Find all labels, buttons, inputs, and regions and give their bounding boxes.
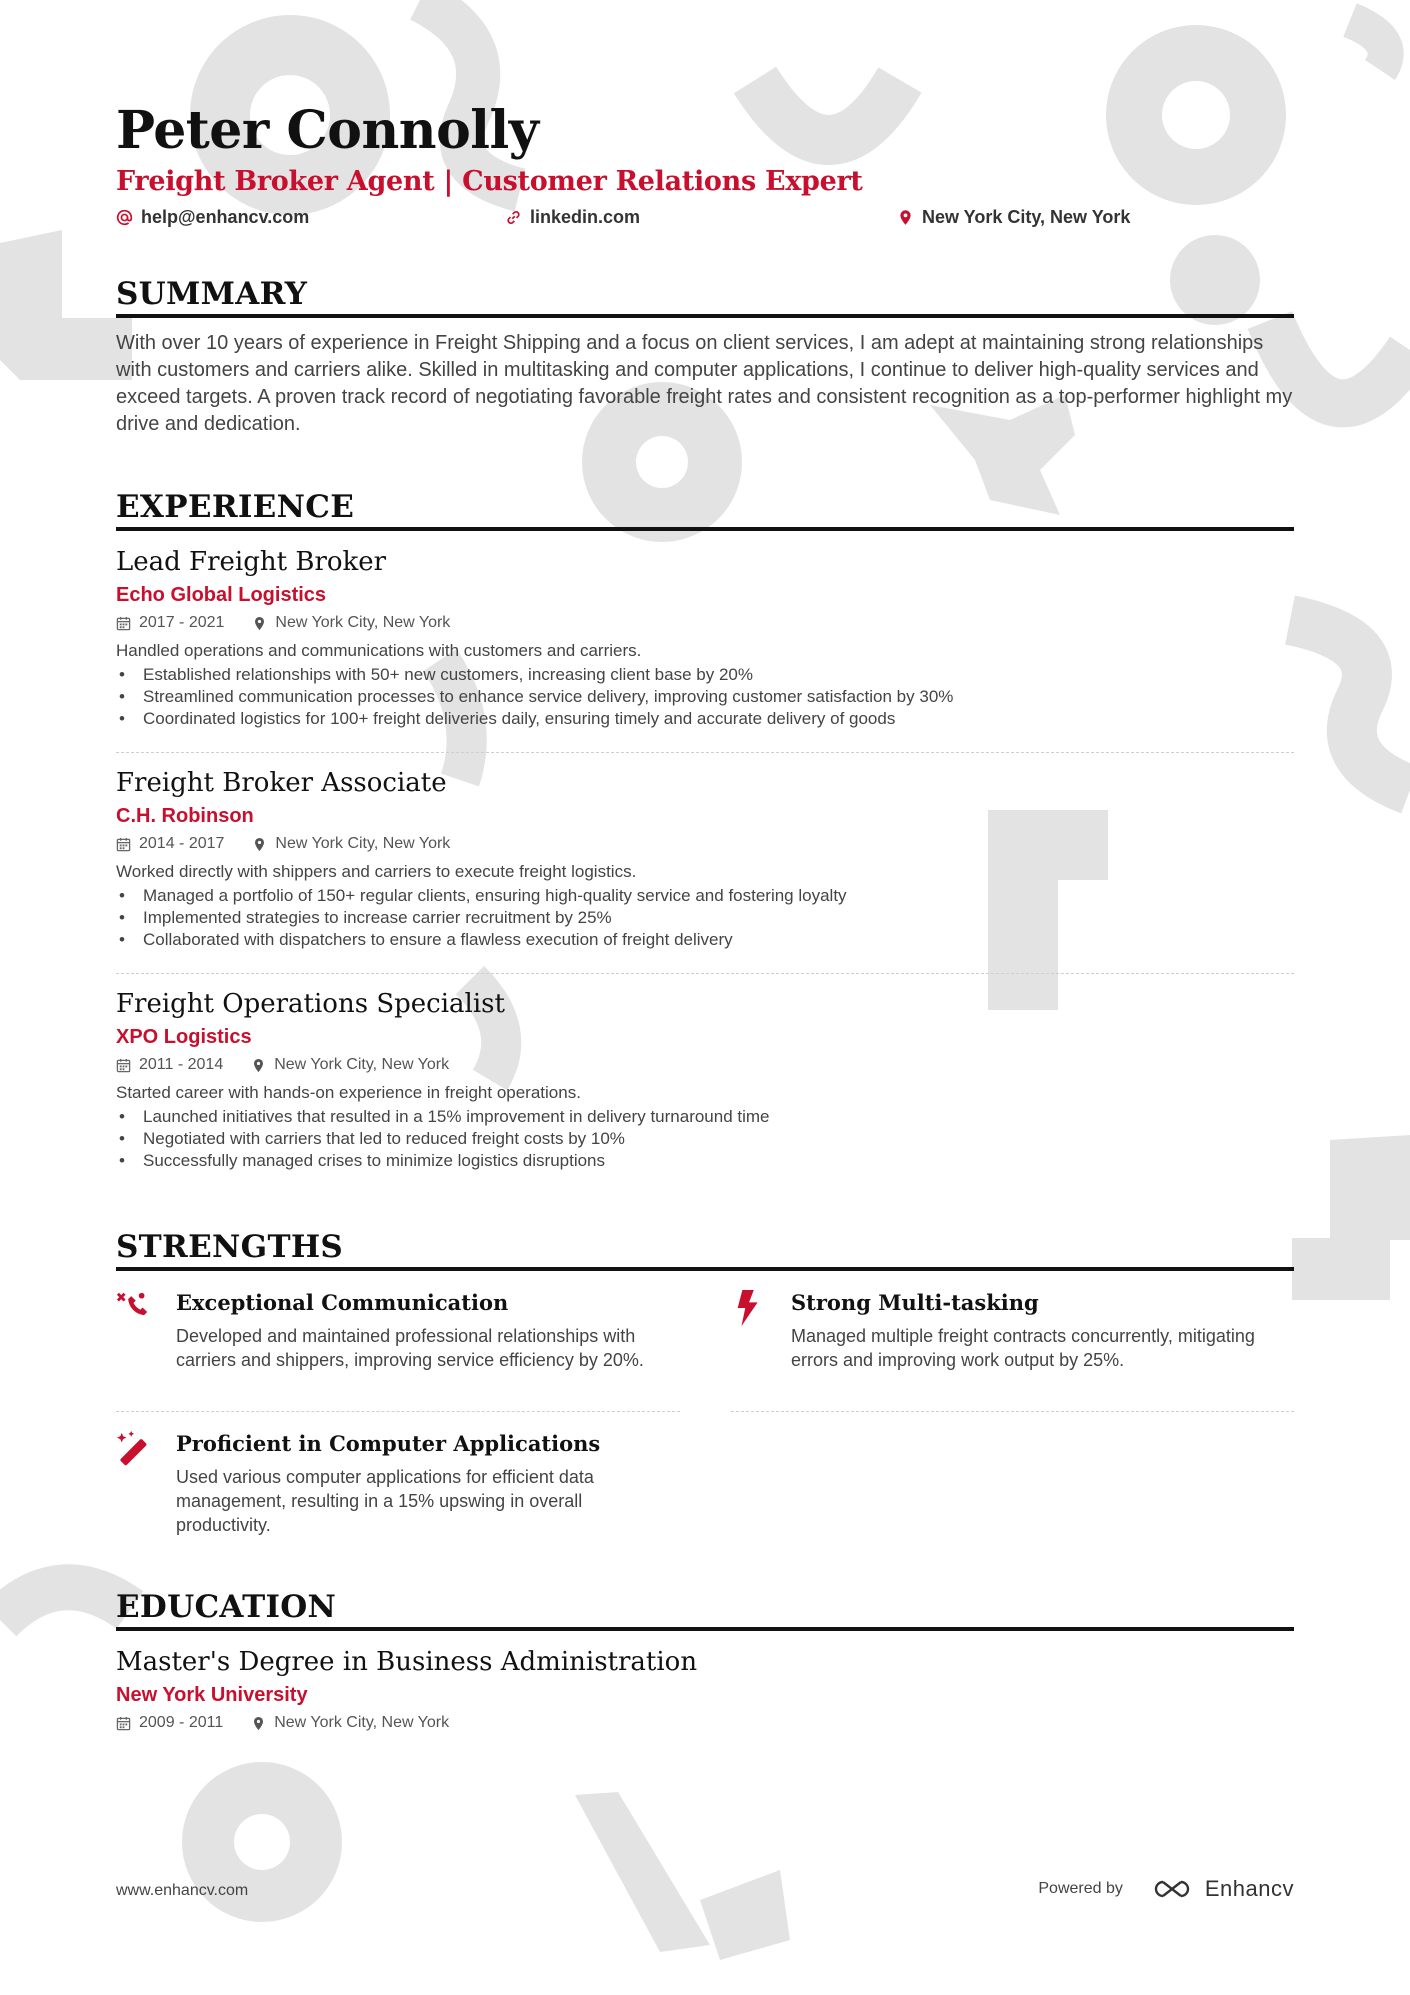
experience-heading: EXPERIENCE — [116, 487, 1294, 531]
education-dates-text: 2009 - 2011 — [139, 1714, 224, 1731]
map-pin-icon — [897, 209, 914, 226]
strength-title: Strong Multi-tasking — [791, 1290, 1039, 1315]
job-bullet: • Streamlined communication processes to enhance service delivery, improving customer satisfaction by 30% — [116, 686, 1294, 708]
degree-title: Master's Degree in Business Administration — [116, 1647, 698, 1677]
job-meta — [116, 831, 1294, 857]
job-bullet: • Coordinated logistics for 100+ freight deliveries daily, ensuring timely and accurate delivery of goods — [116, 708, 1294, 730]
contact-linkedin[interactable] — [505, 207, 640, 228]
education-location-text: New York City, New York — [274, 1714, 450, 1731]
strength-description: Developed and maintained professional relationships with carriers and shippers, improving service efficiency by 20%. — [176, 1326, 644, 1370]
job-description: Handled operations and communications with customers and carriers. — [116, 641, 642, 660]
location-text: New York City, New York — [922, 207, 1131, 227]
job-title: Freight Operations Specialist — [116, 989, 505, 1019]
brand-name: Enhancv — [1204, 1876, 1294, 1901]
enhancv-logo[interactable] — [1149, 1876, 1294, 1902]
section-divider — [731, 1411, 1294, 1412]
summary-heading: SUMMARY — [116, 274, 1294, 318]
map-pin-icon — [252, 837, 267, 852]
email-text: help@enhancv.com — [141, 207, 310, 227]
section-divider — [116, 973, 1294, 974]
job-company: C.H. Robinson — [116, 805, 254, 827]
school-name: New York University — [116, 1684, 308, 1706]
job-bullets — [116, 885, 1294, 951]
strength-title: Exceptional Communication — [176, 1290, 509, 1315]
strengths-heading: STRENGTHS — [116, 1227, 1294, 1271]
experience-entry — [116, 986, 1294, 1172]
contact-bar — [116, 207, 1294, 233]
education-meta — [116, 1710, 1294, 1736]
job-bullet: • Collaborated with dispatchers to ensure a flawless execution of freight delivery — [116, 929, 1294, 951]
job-dates — [116, 614, 224, 632]
education-heading: EDUCATION — [116, 1587, 1294, 1631]
contact-email[interactable] — [116, 207, 309, 228]
summary-text: With over 10 years of experience in Freight Shipping and a focus on client services, I am adept at maintaining strong relationships with customers and carriers alike. Skilled in multitasking and computer applications, I continue to deliver high-quality services and exceed targets. A proven track record of negotiating favorable freight rates and consistent recognition as a top-performer highlight my drive and dedication. — [116, 332, 1293, 435]
at-icon — [116, 209, 133, 226]
strength-description: Managed multiple freight contracts concurrently, mitigating errors and improving work output by 25%. — [791, 1326, 1255, 1370]
footer-website[interactable]: www.enhancv.com — [116, 1882, 249, 1899]
magic-wand-icon — [116, 1431, 154, 1469]
contact-location — [897, 207, 1130, 228]
job-location — [252, 614, 450, 632]
job-dates — [116, 1056, 223, 1074]
job-title: Lead Freight Broker — [116, 547, 387, 577]
job-company: Echo Global Logistics — [116, 584, 327, 606]
map-pin-icon — [251, 1058, 266, 1073]
job-description: Started career with hands-on experience in freight operations. — [116, 1083, 581, 1102]
powered-by-label: Powered by — [1038, 1880, 1123, 1897]
job-bullets — [116, 664, 1294, 730]
calendar-icon — [116, 1058, 131, 1073]
job-location-text: New York City, New York — [274, 1056, 450, 1073]
job-dates-text: 2011 - 2014 — [139, 1056, 224, 1073]
job-company: XPO Logistics — [116, 1026, 252, 1048]
candidate-headline: Freight Broker Agent | Customer Relations Expert — [116, 166, 863, 197]
telephone-icon — [116, 1290, 154, 1328]
footer-branding — [1038, 1876, 1294, 1902]
section-divider — [116, 1411, 680, 1412]
candidate-name: Peter Connolly — [116, 100, 539, 161]
job-dates-text: 2014 - 2017 — [139, 835, 225, 852]
job-meta — [116, 1052, 1294, 1078]
job-dates — [116, 835, 224, 853]
job-bullet: • Negotiated with carriers that led to reduced freight costs by 10% — [116, 1128, 1294, 1150]
calendar-icon — [116, 837, 131, 852]
section-divider — [116, 752, 1294, 753]
job-location-text: New York City, New York — [275, 614, 451, 631]
job-dates-text: 2017 - 2021 — [139, 614, 225, 631]
job-location-text: New York City, New York — [275, 835, 451, 852]
enhancv-logo-icon — [1149, 1878, 1195, 1900]
resume-page — [116, 0, 1294, 1995]
calendar-icon — [116, 616, 131, 631]
strength-description: Used various computer applications for efficient data management, resulting in a 15% upswing in overall productivity. — [176, 1467, 594, 1535]
link-icon — [505, 209, 522, 226]
job-bullet: • Established relationships with 50+ new customers, increasing client base by 20% — [116, 664, 1294, 686]
job-description: Worked directly with shippers and carriers to execute freight logistics. — [116, 862, 637, 881]
strength-title: Proficient in Computer Applications — [176, 1431, 601, 1456]
linkedin-text: linkedin.com — [530, 207, 641, 227]
job-bullet: • Implemented strategies to increase carrier recruitment by 25% — [116, 907, 1294, 929]
job-title: Freight Broker Associate — [116, 768, 447, 798]
calendar-icon — [116, 1716, 131, 1731]
job-location — [251, 1056, 449, 1074]
map-pin-icon — [251, 1716, 266, 1731]
map-pin-icon — [252, 616, 267, 631]
lightning-bolt-icon — [731, 1290, 769, 1328]
job-bullet: • Successfully managed crises to minimize logistics disruptions — [116, 1150, 1294, 1172]
job-bullet: • Managed a portfolio of 150+ regular clients, ensuring high-quality service and fostering loyalty — [116, 885, 1294, 907]
education-location — [251, 1714, 449, 1732]
job-location — [252, 835, 450, 853]
job-meta — [116, 610, 1294, 636]
job-bullet: • Launched initiatives that resulted in a 15% improvement in delivery turnaround time — [116, 1106, 1294, 1128]
experience-entry — [116, 765, 1294, 951]
experience-entry — [116, 544, 1294, 730]
job-bullets — [116, 1106, 1294, 1172]
education-entry — [116, 1644, 1294, 1736]
education-dates — [116, 1714, 223, 1732]
